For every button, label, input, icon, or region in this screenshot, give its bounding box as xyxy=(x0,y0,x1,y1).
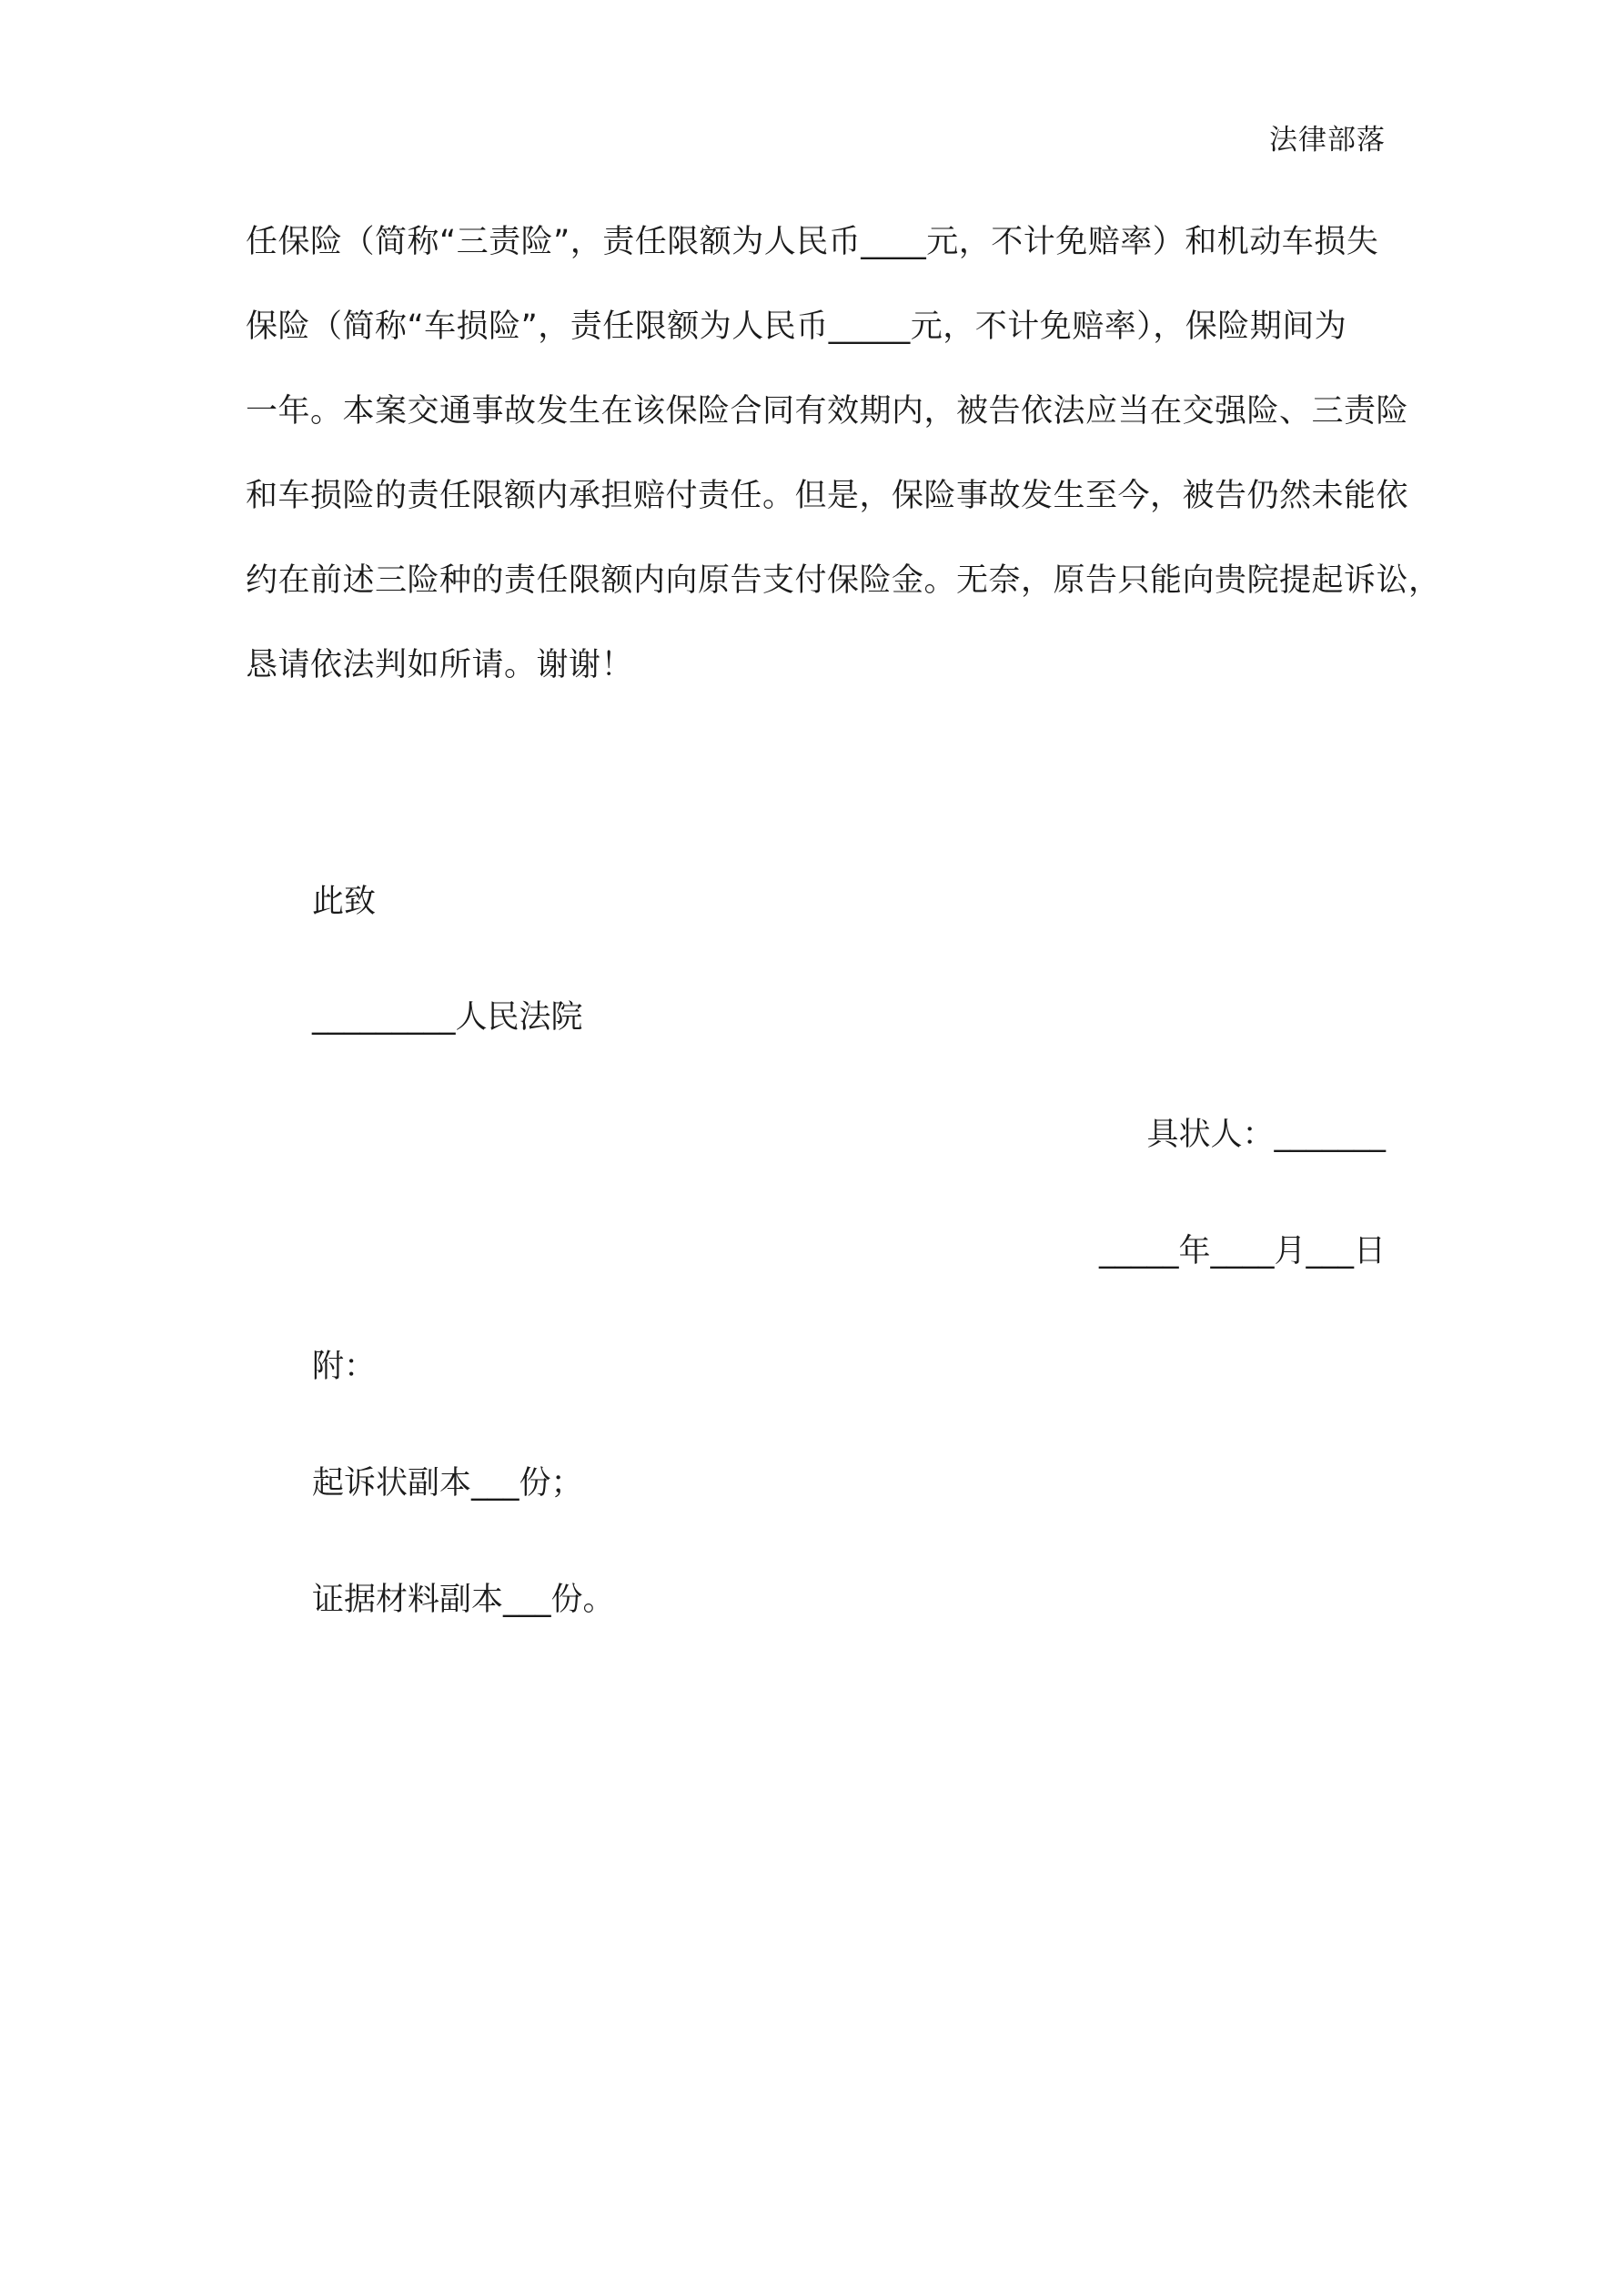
body-line: 和车损险的责任限额内承担赔付责任。但是，保险事故发生至今，被告仍然未能依 xyxy=(246,478,1409,514)
attachment-item: 证据材料副本___份。 xyxy=(312,1582,615,1618)
body-line: 任保险（简称“三责险”，责任限额为人民币____元，不计免赔率）和机动车损失 xyxy=(246,224,1379,260)
date-line: _____年____月___日 xyxy=(1098,1233,1386,1269)
court-name-line: _________人民法院 xyxy=(312,999,583,1036)
attachments-title: 附： xyxy=(312,1349,377,1385)
body-line: 保险（简称“车损险”，责任限额为人民币_____元，不计免赔率），保险期间为 xyxy=(246,308,1347,345)
page-header-source: 法律部落 xyxy=(1269,124,1386,157)
attachment-item: 起诉状副本___份； xyxy=(312,1465,583,1502)
body-line: 约在前述三险种的责任限额内向原告支付保险金。无奈，原告只能向贵院提起诉讼， xyxy=(246,562,1441,599)
signer-line: 具状人：_______ xyxy=(1146,1117,1386,1153)
salutation: 此致 xyxy=(312,884,377,920)
body-line: 一年。本案交通事故发生在该保险合同有效期内，被告依法应当在交强险、三责险 xyxy=(246,393,1409,430)
complaint-body xyxy=(246,215,1441,723)
body-line: 恳请依法判如所请。谢谢！ xyxy=(246,647,634,683)
